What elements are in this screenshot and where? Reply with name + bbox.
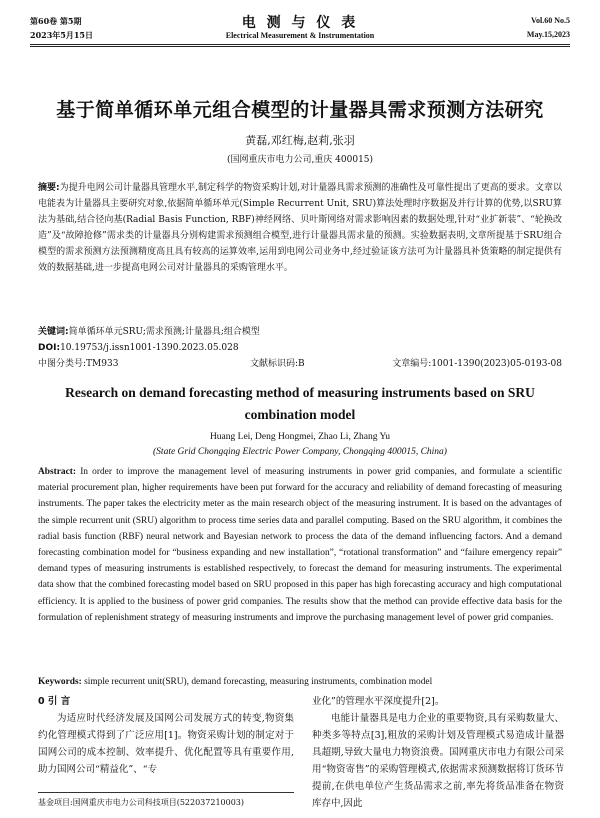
keywords-en [38,674,562,690]
doi-label: DOI: [38,343,61,353]
keywords-en-label: Keywords: [38,677,82,687]
abstract-cn-text: 为提升电网公司计量器具管理水平,制定科学的物资采购计划,对计量器具需求预测的准确性及可靠性提出了更高的要求。文章以电能表为计量器具主要研究对象,依据简单循环单元(Simple Recurrent Unit, SRU)算法处理时序数据及并行计算的优势,以SRU算法为基础,结合径向基(Radial Basis Function, RBF)神经网络、贝叶斯网络对需求影响因素的数据处理,针对“业扩新装”、“轮换改造”及“故障抢修”需求类的计量器具分别构建需求预测组合模型,进行计量器具需求量的预测。实验数据表明,文章所提基于SRU组合模型的需求预测方法预测精度高且具有较高的运算效率,运用到电网公司业务中,经过验证该方法可为计量器具补货策略的制定提供有效的数据基础,进一步提高电网公司对计量器具的采购管理水平。 [38,183,562,273]
document-code: 文献标识码:B [250,359,305,369]
header-volume-en: Vol.60 No.5 [530,16,570,25]
section-heading-intro: 0 引 言 [38,696,71,707]
author-list: 黄磊,邓红梅,赵莉,张羽 [245,134,355,147]
abstract-en-text: In order to improve the management level of measuring instruments in power grid companies, and formulate a scientific material procurement plan, higher requirements have been put forward for the accuracy and reliability of demand forecasting of measuring instruments. The paper takes the electricity meter as the main research object of the measuring instrument. It is based on the advantages of the simple recurrent unit (SRU) algorithm to process time series data and parallel computing. Based on the SRU algorithm, it combines the radial basis function (RBF) neural network and Bayesian network to process the data of the demand influencing factors. And a demand forecasting combination model for “business expanding and new installation”, “rotational transformation” and “failure emergency repair” demand types of measuring instruments is established respectively, to forecast the demand for measuring instruments. The experimental data show that the combined forecasting model based on SRU proposed in this paper has high forecasting accuracy and high computational efficiency. It is applied to the business of power grid companies. The results show that the method can provide effective data basis for the formulation of replenishment strategy of measuring instruments and improve the purchasing management level of power grid companies. [38,467,563,623]
clc-number: 中图分类号:TM933 [38,359,119,369]
abstract-cn-label: 摘要: [38,183,60,193]
intro-right-column: 电能计量器具是电力企业的重要物资,具有采购数量大、种类多等特点[3],粗放的采购计划及管理模式易造成计量器具超期,导致大量电力物资浪费。国网重庆市电力有限公司采用“物资寄售”的采购管理模式,依据需求预测数据将订货环节提前,在供电单位产生货品需求之前,率先将货品准备在物资库存中,因此 [312,713,564,809]
header-date-cn: 2023年5月15日 [30,30,93,40]
header-rule-thin [30,46,570,47]
paper-title: 基于简单循环单元组合模型的计量器具需求预测方法研究 [56,99,544,121]
keywords-en-text: simple recurrent unit(SRU), demand forecasting, measuring instruments, combination model [84,677,433,687]
affiliation-en: (State Grid Chongqing Electric Power Company, Chongqing 400015, China) [153,447,447,457]
header-volume: 第60卷 第5期 [30,16,82,26]
abstract-en-label: Abstract: [38,467,77,477]
keywords-cn-text: 简单循环单元SRU;需求预测;计量器具;组合模型 [68,327,260,337]
intro-left-column: 为适应时代经济发展及国网公司发展方式的转变,物资集约化管理模式得到了广泛应用[1]。物资采购计划的制定对于国网公司的成本控制、效率提升、优化配置等具有重要作用,助力国网公司“精益化”、“专 [38,713,294,775]
abstract-en [38,464,562,626]
paper-title-en: Research on demand forecasting method of measuring instruments based on SRU combination model [65,385,535,422]
doi [38,340,562,356]
header-date-en: May.15,2023 [526,30,570,39]
abstract-cn [38,180,562,276]
header-rule [30,44,570,45]
journal-name-cn: 电 测 与 仪 表 [241,15,359,31]
article-number: 文章编号:1001-1390(2023)05-0193-08 [392,359,562,369]
doi-text: 10.19753/j.issn1001-1390.2023.05.028 [60,343,239,353]
funding-note: 基金项目:国网重庆市电力公司科技项目(522037210003) [38,798,245,807]
affiliation: (国网重庆市电力公司,重庆 400015) [226,155,374,165]
journal-name-en: Electrical Measurement & Instrumentation [225,31,375,40]
footnote-rule [38,792,294,793]
author-list-en: Huang Lei, Deng Hongmei, Zhao Li, Zhang Yu [209,432,391,442]
keywords-cn [38,324,562,340]
keywords-cn-label: 关键词: [38,327,69,337]
intro-right-column-top: 业化”的管理水平深度提升[2]。 [312,696,445,707]
